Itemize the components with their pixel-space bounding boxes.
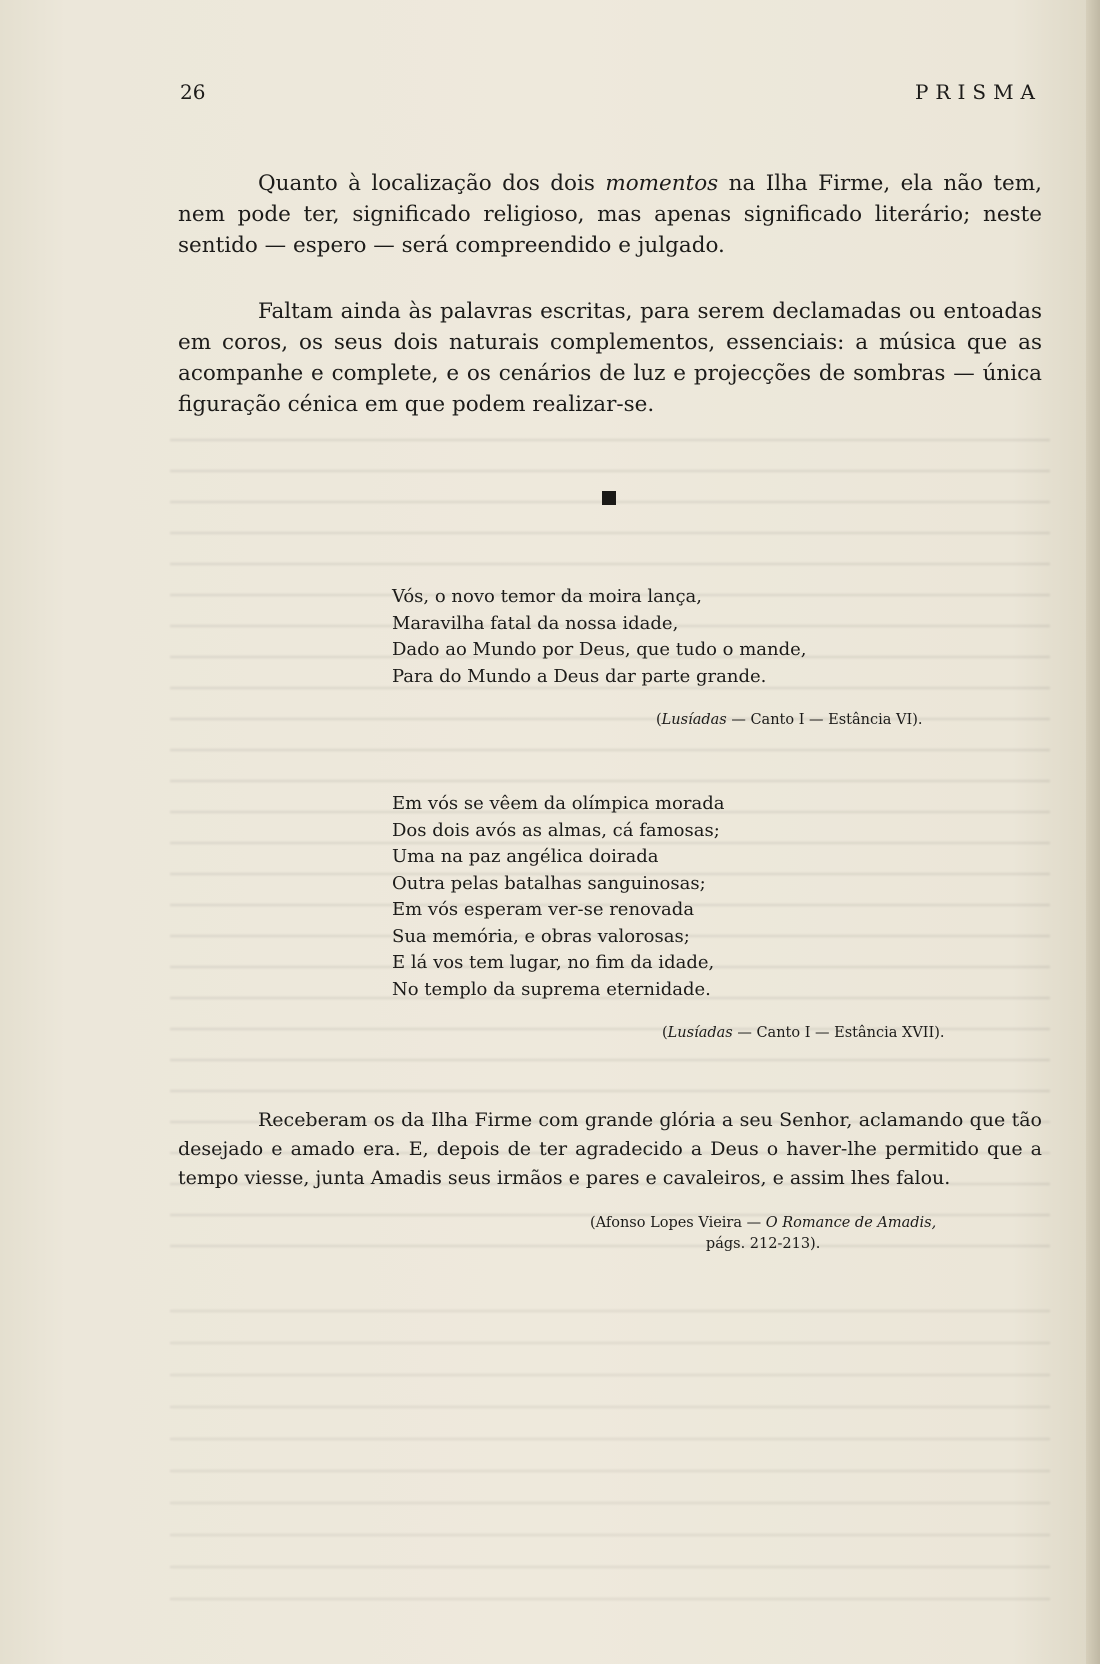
paragraph-complementos: Faltam ainda às palavras escritas, para serem declamadas ou entoadas em coros, os seus dois naturais complementos, essenciais: a música que as acompanhe e complete, e os cenários de luz e projecções de sombras — única figuração cénica em que podem realizar-se. (178, 299, 1042, 417)
verse-line: Dado ao Mundo por Deus, que tudo o mande, (392, 639, 807, 660)
verse-line: Uma na paz angélica doirada (392, 846, 659, 867)
verse-line: Maravilha fatal da nossa idade, (392, 612, 679, 634)
verse-line: Dos dois avós as almas, cá famosas; (392, 819, 720, 841)
verse-line: Vós, o novo temor da moira lança, (392, 586, 703, 607)
paragraph-amadis: Receberam os da Ilha Firme com grande glória a seu Senhor, aclamando que tão desejado e amado era. E, depois de ter agradecido a Deus o haver-lhe permitido que a tempo viesse, junta Amadis seus irmãos e pares e cavaleiros, e assim lhes falou. (178, 1109, 1042, 1189)
paragraph-1-text-a: Quanto à localização dos dois (258, 171, 606, 196)
citation-work-title: Lusíadas (661, 712, 727, 728)
paragraph-localizacao (178, 168, 1042, 261)
verse-line: Sua memória, e obras valorosas; (392, 925, 690, 947)
citation-estancia-xvii (662, 1025, 945, 1041)
page-number: 26 (180, 80, 206, 104)
journal-title: PRISMA (914, 80, 1042, 104)
citation-author: (Afonso Lopes Vieira — (590, 1215, 766, 1231)
bleed-through-text-lower (170, 1290, 1050, 1630)
citation-reference: — Canto I — Estância VI). (726, 712, 923, 728)
section-divider-square (602, 491, 616, 505)
citation-open-paren: ( (656, 712, 662, 728)
citation-amadis (590, 1213, 936, 1255)
verse-stanza-xvii (392, 791, 724, 1003)
verse-line: Para do Mundo a Deus dar parte grande. (392, 665, 767, 687)
page-spine-edge (1086, 0, 1100, 1664)
verse-line: E lá vos tem lugar, no fim da idade, (392, 952, 715, 973)
citation-estancia-vi (656, 712, 922, 728)
verse-line: No templo da suprema eternidade. (392, 978, 711, 1000)
citation-work-title: O Romance de Amadis, (765, 1215, 937, 1231)
running-head (180, 80, 1042, 104)
verse-line: Em vós esperam ver-se renovada (392, 899, 695, 920)
verse-stanza-vi (392, 584, 807, 690)
paragraph-1-emphasis: momentos (605, 171, 719, 196)
citation-reference: — Canto I — Estância XVII). (732, 1025, 945, 1041)
citation-work-title: Lusíadas (667, 1025, 733, 1041)
verse-line: Em vós se vêem da olímpica morada (392, 793, 725, 814)
paragraph-1-text-b: na Ilha Firme, ela não tem, nem pode ter, significado religioso, mas apenas significado literário; neste sentido — espero — será compreendido e julgado. (178, 171, 1042, 258)
verse-line: Outra pelas batalhas sanguinosas; (392, 872, 706, 894)
citation-open-paren: ( (662, 1025, 668, 1041)
citation-pages: págs. 212-213). (705, 1236, 821, 1252)
